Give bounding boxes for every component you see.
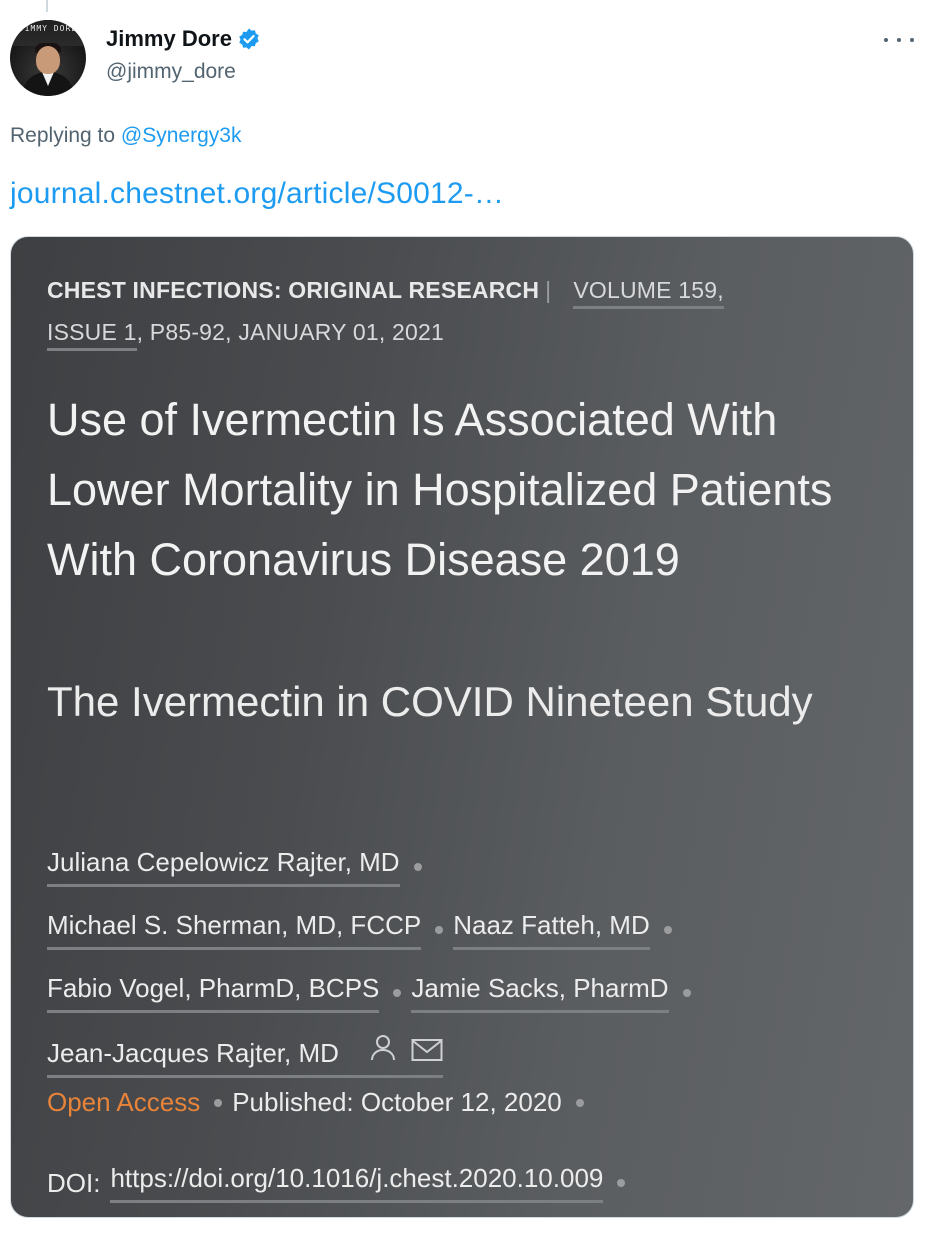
published-date: Published: October 12, 2020 bbox=[232, 1087, 562, 1117]
author-link[interactable] bbox=[47, 1034, 443, 1078]
author-separator-dot bbox=[414, 863, 422, 871]
author-link[interactable]: Naaz Fatteh, MD bbox=[453, 910, 650, 950]
doi-info bbox=[47, 1163, 635, 1203]
author-separator-dot bbox=[435, 926, 443, 934]
article-volume[interactable]: VOLUME 159, bbox=[573, 277, 724, 309]
thread-connector-line bbox=[46, 0, 48, 12]
replying-prefix: Replying to bbox=[10, 124, 121, 147]
doi-link[interactable]: https://doi.org/10.1016/j.chest.2020.10.009 bbox=[110, 1163, 603, 1203]
verified-badge-icon bbox=[237, 27, 261, 51]
open-access-label[interactable]: Open Access bbox=[47, 1087, 201, 1117]
user-handle[interactable]: @jimmy_dore bbox=[106, 60, 236, 83]
avatar-caption: JIMMY DORE bbox=[18, 24, 78, 33]
author-link[interactable]: Juliana Cepelowicz Rajter, MD bbox=[47, 847, 400, 887]
display-name[interactable]: Jimmy Dore bbox=[106, 26, 232, 51]
article-title: Use of Ivermectin Is Associated With Lower Mortality in Hospitalized Patients With Coronavirus Disease 2019 bbox=[47, 394, 833, 585]
article-section[interactable]: CHEST INFECTIONS: ORIGINAL RESEARCH bbox=[47, 277, 540, 303]
avatar-face bbox=[36, 46, 60, 74]
replying-to bbox=[10, 124, 241, 148]
meta-separator: | bbox=[545, 277, 552, 303]
author-link[interactable]: Jamie Sacks, PharmD bbox=[411, 973, 668, 1013]
author-separator-dot bbox=[664, 926, 672, 934]
user-name-row[interactable] bbox=[106, 26, 261, 52]
more-dot bbox=[884, 38, 888, 42]
article-pages-date: , P85-92, JANUARY 01, 2021 bbox=[136, 319, 444, 345]
author-separator-dot bbox=[683, 989, 691, 997]
more-dot bbox=[897, 38, 901, 42]
mail-icon[interactable] bbox=[411, 1038, 443, 1069]
separator-dot bbox=[617, 1179, 625, 1187]
author-list bbox=[47, 835, 897, 1087]
avatar[interactable] bbox=[10, 20, 86, 96]
person-icon[interactable] bbox=[370, 1034, 396, 1069]
author-row bbox=[47, 898, 897, 961]
author-separator-dot bbox=[393, 989, 401, 997]
separator-dot bbox=[214, 1099, 222, 1107]
article-issue[interactable]: ISSUE 1 bbox=[47, 319, 137, 351]
article-screenshot-card[interactable] bbox=[10, 236, 914, 1218]
author-link[interactable]: Fabio Vogel, PharmD, BCPS bbox=[47, 973, 379, 1013]
author-row bbox=[47, 1024, 897, 1087]
author-row bbox=[47, 835, 897, 898]
author-name: Jean-Jacques Rajter, MD bbox=[47, 1037, 339, 1068]
publication-info bbox=[47, 1087, 594, 1118]
doi-label: DOI: bbox=[47, 1167, 101, 1198]
author-row bbox=[47, 961, 897, 1024]
article-subtitle: The Ivermectin in COVID Nineteen Study bbox=[47, 678, 813, 725]
separator-dot bbox=[576, 1099, 584, 1107]
replying-to-mention[interactable]: @Synergy3k bbox=[120, 124, 242, 147]
article-meta-line-1 bbox=[47, 277, 724, 304]
more-dot bbox=[910, 38, 914, 42]
author-link[interactable]: Michael S. Sherman, MD, FCCP bbox=[47, 910, 421, 950]
tweet-link[interactable]: journal.chestnet.org/article/S0012-… bbox=[10, 177, 505, 210]
more-options-icon[interactable] bbox=[884, 30, 914, 50]
article-meta-line-2 bbox=[47, 319, 444, 346]
